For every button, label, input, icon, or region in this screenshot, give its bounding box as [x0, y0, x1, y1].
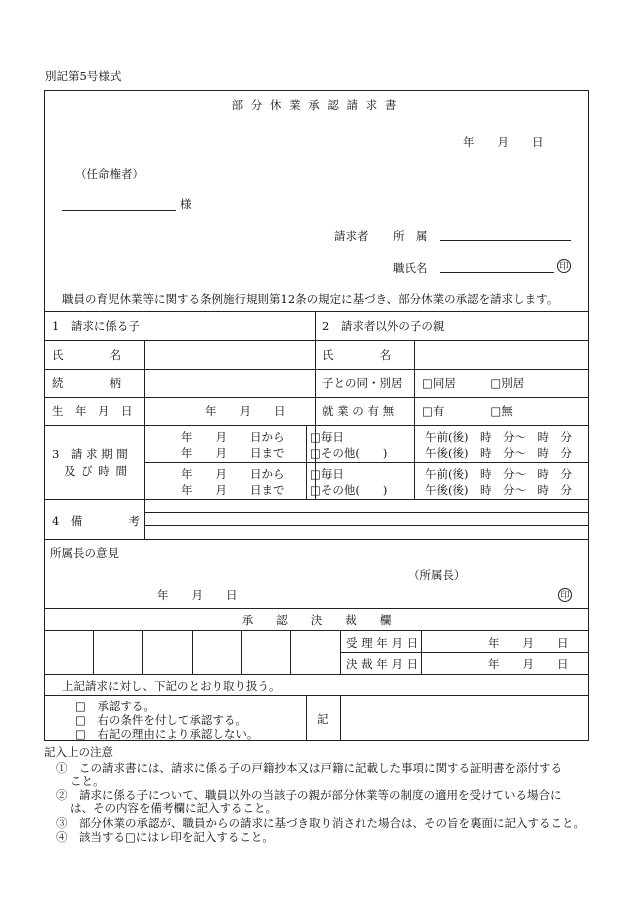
rule: [306, 695, 307, 741]
sama-label: 様: [180, 197, 192, 211]
period2-daily-checkbox[interactable]: □毎日: [310, 467, 344, 481]
option-approve[interactable]: □ 承認する。: [75, 699, 155, 713]
note-1-cont: こと。: [70, 774, 105, 788]
director-date[interactable]: 年 月 日: [157, 588, 238, 602]
period2-pm-time[interactable]: 午後(後) 時 分～ 時 分: [425, 483, 572, 497]
appointing-authority-label: （任命権者）: [75, 167, 144, 181]
employment-label: 就 業 の 有 無: [322, 404, 395, 418]
note-4: ④ 該当する□にはレ印を記入すること。: [56, 830, 274, 844]
rule: [414, 340, 415, 425]
period2-to[interactable]: 年 月 日まで: [181, 483, 285, 497]
period-label-line2: 及 び 時 間: [64, 464, 128, 478]
position-name-field[interactable]: [440, 272, 554, 273]
period2-am-time[interactable]: 午前(後) 時 分～ 時 分: [425, 467, 572, 481]
received-date-label: 受 理 年 月 日: [346, 636, 419, 650]
period1-other-checkbox[interactable]: □その他( ): [310, 446, 388, 460]
rule: [44, 425, 589, 426]
rule: [44, 608, 589, 609]
rule: [290, 630, 291, 674]
received-date-field[interactable]: 年 月 日: [488, 636, 569, 650]
period2-from[interactable]: 年 月 日から: [181, 467, 285, 481]
period2-other-checkbox[interactable]: □その他( ): [310, 483, 388, 497]
request-statement: 職員の育児休業等に関する条例施行規則第12条の規定に基づき、部分休業の承認を請求します。: [62, 292, 559, 306]
director-opinion-label: 所属長の意見: [50, 546, 119, 560]
child-name-label: 氏 名: [52, 348, 121, 362]
requester-label: 請求者: [334, 229, 369, 243]
rule: [142, 630, 143, 674]
remarks-field[interactable]: [146, 500, 588, 538]
period1-am-time[interactable]: 午前(後) 時 分～ 時 分: [425, 430, 572, 444]
notes-title: 記入上の注意: [44, 745, 113, 759]
relation-field[interactable]: [146, 370, 314, 397]
rule: [93, 630, 94, 674]
note-1: ① この請求書には、請求に係る子の戸籍抄本又は戸籍に記載した事項に関する証明書を添付する: [56, 761, 562, 775]
rule: [144, 462, 589, 463]
section-other-parent-header: 2 請求者以外の子の親: [322, 319, 445, 333]
period1-pm-time[interactable]: 午後(後) 時 分～ 時 分: [425, 446, 572, 460]
rule: [421, 630, 422, 674]
rule: [44, 397, 589, 398]
rule: [44, 630, 589, 631]
period1-from[interactable]: 年 月 日から: [181, 430, 285, 444]
parent-name-field[interactable]: [416, 341, 588, 369]
decision-date-label: 決 裁 年 月 日: [346, 657, 419, 671]
cohabitation-label: 子との同・別居: [322, 376, 403, 390]
form-title: 部 分 休 業 承 認 請 求 書: [231, 98, 399, 112]
seal-mark: 印: [557, 259, 571, 273]
note-3: ③ 部分休業の承認が、職員からの請求に基づき取り消された場合は、その旨を裏面に記入すること。: [56, 816, 585, 830]
handling-statement: 上記請求に対し、下記のとおり取り扱う。: [62, 679, 281, 693]
remarks-label: 4 備 考: [52, 514, 140, 528]
rule: [44, 695, 589, 696]
rule: [44, 674, 589, 675]
director-label: （所属長）: [408, 568, 466, 582]
parent-name-label: 氏 名: [322, 348, 391, 362]
ki-label: 記: [317, 712, 329, 726]
affiliation-field[interactable]: [440, 240, 571, 241]
birth-date-field[interactable]: 年 月 日: [205, 404, 286, 418]
section-child-header: 1 請求に係る子: [52, 319, 140, 333]
rule: [44, 311, 589, 312]
rule: [192, 630, 193, 674]
birth-date-label: 生 年 月 日: [52, 404, 133, 418]
decision-date-field[interactable]: 年 月 日: [488, 657, 569, 671]
option-approve-with-conditions[interactable]: □ 右の条件を付して承認する。: [75, 713, 247, 727]
note-2-cont: は、その内容を備考欄に記入すること。: [70, 801, 277, 815]
employment-checkboxes[interactable]: □有 □無: [422, 404, 513, 418]
child-name-field[interactable]: [146, 341, 314, 369]
relation-label: 続 柄: [52, 376, 121, 390]
rule: [340, 630, 341, 674]
rule: [340, 652, 589, 653]
cohabitation-checkboxes[interactable]: □同居 □別居: [422, 376, 525, 390]
request-date[interactable]: 年 月 日: [463, 135, 544, 149]
rule: [241, 630, 242, 674]
director-seal-mark: 印: [558, 588, 572, 602]
rule: [44, 369, 589, 370]
affiliation-label: 所 属: [393, 229, 428, 243]
period-label-line1: 3 請 求 期 間: [52, 447, 128, 461]
position-name-label: 職氏名: [393, 261, 428, 275]
period1-to[interactable]: 年 月 日まで: [181, 446, 285, 460]
period1-daily-checkbox[interactable]: □毎日: [310, 430, 344, 444]
rule: [306, 425, 307, 499]
rule: [414, 425, 415, 499]
form-number-label: 別記第5号様式: [45, 69, 122, 83]
authority-name-line[interactable]: [62, 210, 176, 211]
approval-header: 承 認 決 裁 欄: [241, 613, 392, 627]
note-2: ② 請求に係る子について、職員以外の当該子の親が部分休業等の制度の適用を受けている場合に: [56, 788, 562, 802]
rule: [44, 539, 589, 540]
rule: [144, 340, 145, 539]
rule: [340, 695, 341, 741]
option-reject[interactable]: □ 右記の理由により承認しない。: [75, 727, 259, 741]
